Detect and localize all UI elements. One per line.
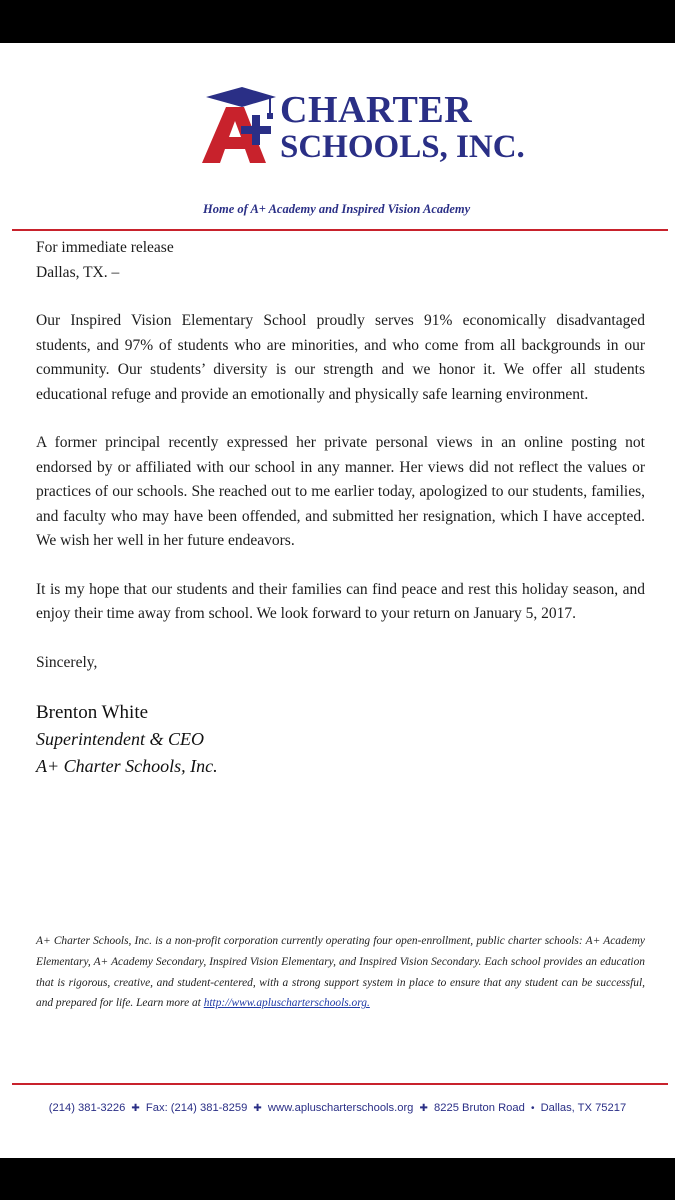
signer-name: Brenton White (36, 702, 149, 723)
logo-charter-text: CHARTER (280, 89, 473, 131)
letter-body (36, 236, 645, 780)
footer-phone: (214) 381-3226 (48, 1102, 126, 1114)
signer-org: A+ Charter Schools, Inc. (36, 756, 218, 776)
release-line: For immediate release (36, 239, 174, 256)
about-text: A+ Charter Schools, Inc. is a non-profit corporation currently operating four open-enrollment, public charter schools: A+ Academy Elementary, A+ Academy Secondary, Inspired Vision Elementary, and Inspired Vision Secondary. Each school provides an education that is rigorous, creative, and student-centered, with a strong support system in place to ensure that any student can be successful, and prepared for life. Learn more at (36, 935, 645, 1010)
footer-website[interactable]: www.apluscharterschools.org (267, 1102, 414, 1114)
plus-separator-icon: ✚ (419, 1103, 428, 1114)
dateline: Dallas, TX. – (36, 263, 120, 281)
about-blurb (36, 931, 645, 1014)
website-link[interactable]: http://www.apluscharterschools.org. (203, 997, 370, 1010)
header-divider (12, 229, 668, 231)
footer-address: 8225 Bruton Road (434, 1102, 525, 1114)
paragraph-1: Our Inspired Vision Elementary School proudly serves 91% economically disadvantaged students, and 97% of students who are minorities, and who come from all backgrounds in our community. Our students’ diversity is our strength and we honor it. We offer all students educational refuge and provide an emotionally and physically safe learning environment. (36, 312, 645, 403)
signer-title: Superintendent & CEO (36, 729, 204, 749)
plus-separator-icon: ✚ (131, 1103, 140, 1114)
bullet-separator-icon: • (530, 1103, 535, 1114)
paragraph-3: It is my hope that our students and their families can find peace and rest this holiday season, and enjoy their time away from school. We look forward to your return on January 5, 2017. (36, 580, 645, 622)
release-block (36, 236, 645, 285)
footer-city: Dallas, TX 75217 (540, 1102, 627, 1114)
a-plus-mortarboard-icon (200, 85, 282, 165)
plus-separator-icon: ✚ (253, 1103, 262, 1114)
footer-divider (12, 1083, 668, 1085)
footer-fax: Fax: (214) 381-8259 (145, 1102, 248, 1114)
letter-page (0, 43, 675, 1158)
school-logo (200, 85, 525, 220)
paragraph-2: A former principal recently expressed her private personal views in an online posting not endorsed by or affiliated with our school in any manner. Her views did not reflect the values or practices of our schools. She reached out to me earlier today, apologized to our students, families, and faculty who may have been offended, and submitted her resignation, which I have accepted. We wish her well in her future endeavors. (36, 434, 645, 549)
contact-footer (0, 1102, 675, 1114)
closing: Sincerely, (36, 653, 98, 671)
logo-tagline: Home of A+ Academy and Inspired Vision Academy (203, 202, 471, 216)
logo-schools-text: SCHOOLS, INC. (280, 129, 525, 165)
